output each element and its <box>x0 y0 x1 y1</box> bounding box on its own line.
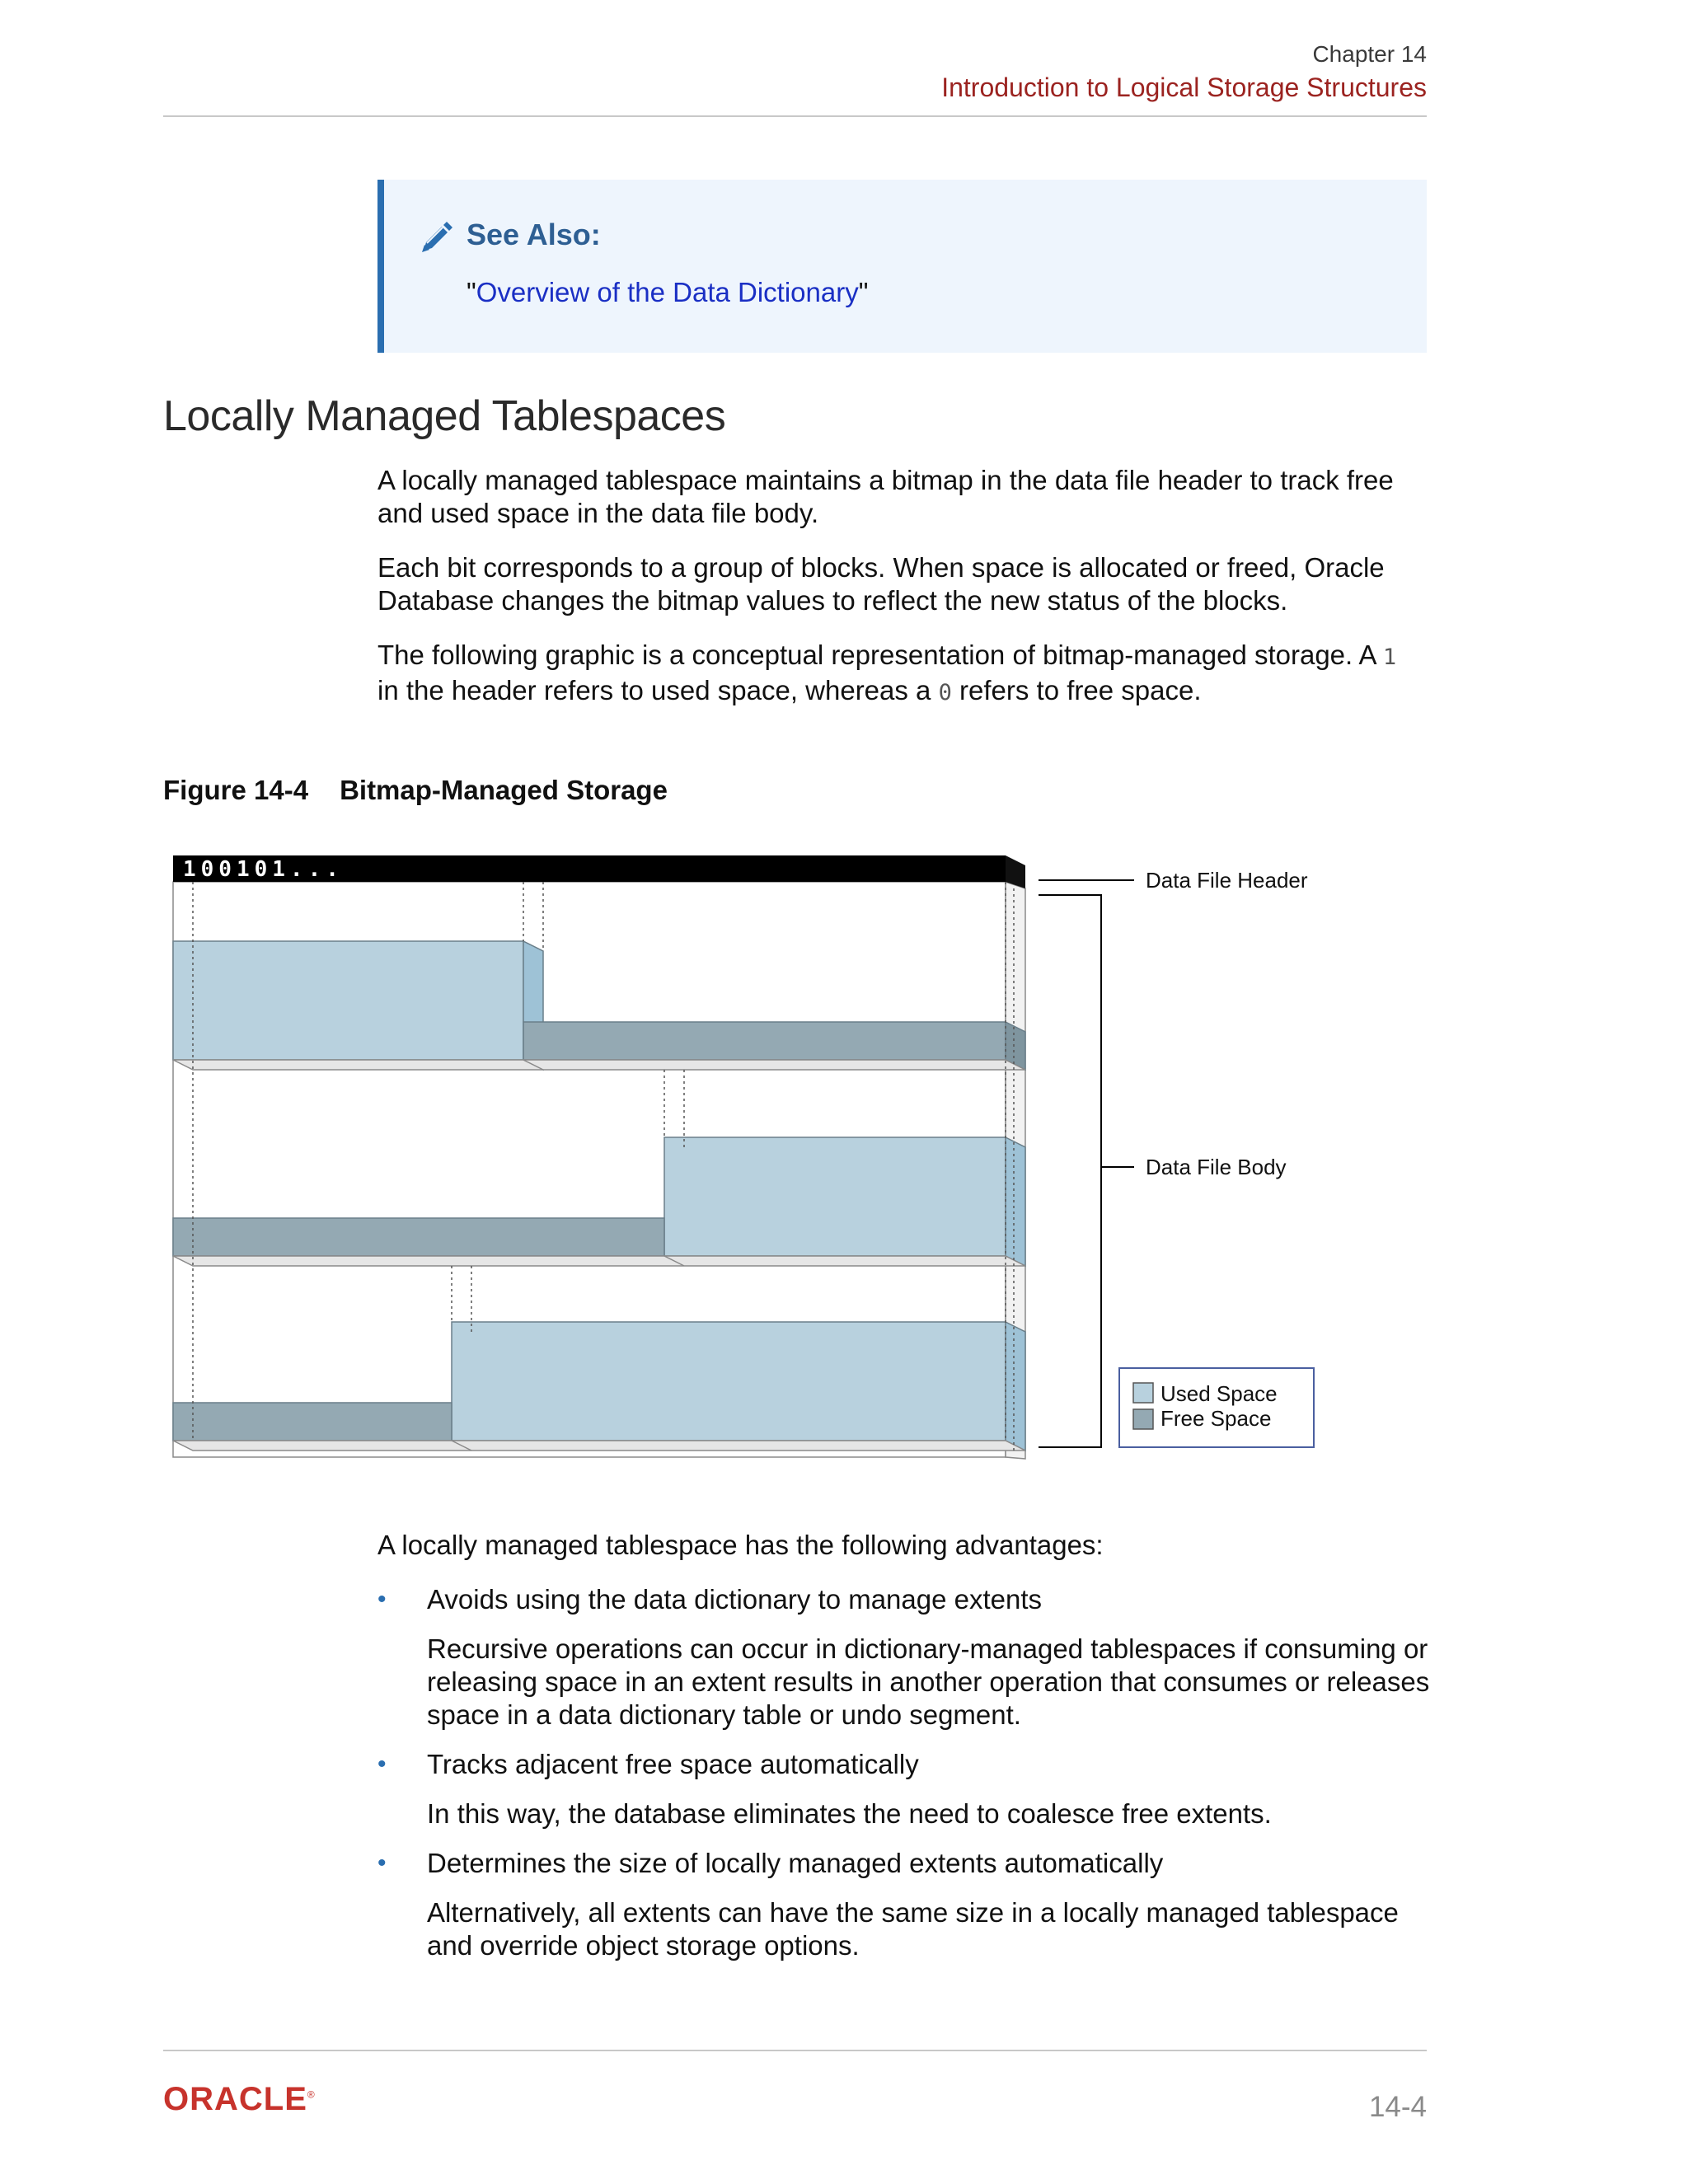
figure-caption <box>163 775 668 806</box>
free-extent <box>173 1218 664 1256</box>
list-item-detail: In this way, the database eliminates the need to coalesce free extents. <box>427 1798 1272 1829</box>
list-item-detail: Alternatively, all extents can have the same size in a locally managed tablespace and override object storage options. <box>427 1897 1399 1961</box>
note-body: "Overview of the Data Dictionary" <box>467 277 869 307</box>
header-callout-label: Data File Header <box>1146 868 1308 893</box>
section-heading: Locally Managed Tablespaces <box>163 392 726 440</box>
bullet-icon: • <box>377 1849 387 1877</box>
bitmap-storage-diagram <box>163 841 1334 1467</box>
footer-divider <box>163 2050 1427 2051</box>
free-extent <box>523 1022 1006 1060</box>
see-also-note <box>377 180 1427 353</box>
paragraph-2: Each bit corresponds to a group of blocks. When space is allocated or freed, Oracle Database changes the bitmap values to reflect the new status of the blocks. <box>377 552 1385 616</box>
data-dictionary-link[interactable]: Overview of the Data Dictionary <box>476 277 859 307</box>
code-one: 1 <box>1382 644 1397 670</box>
pencil-icon <box>417 218 457 257</box>
bitmap-text: 100101... <box>183 857 344 882</box>
chapter-label: Chapter 14 <box>1312 41 1427 67</box>
page-number: 14-4 <box>1368 2091 1427 2123</box>
figure-number: Figure 14-4 <box>163 775 309 805</box>
chapter-title: Introduction to Logical Storage Structures <box>941 73 1427 102</box>
list-item-detail: Recursive operations can occur in dictionary-managed tablespaces if consuming or releasing space in an extent results in another operation that consumes or releases space in a data dictionary table or undo segment. <box>427 1633 1430 1730</box>
legend-used-label: Used Space <box>1160 1381 1278 1406</box>
note-title: See Also: <box>467 218 601 251</box>
legend-free-label: Free Space <box>1160 1406 1272 1431</box>
bullet-icon: • <box>377 1750 387 1778</box>
advantages-intro: A locally managed tablespace has the following advantages: <box>377 1530 1104 1560</box>
legend-free-swatch <box>1133 1409 1153 1429</box>
code-zero: 0 <box>938 680 952 705</box>
legend-used-swatch <box>1133 1383 1153 1403</box>
paragraph-3: The following graphic is a conceptual representation of bitmap-managed storage. A 1 in the header refers to used space, whereas a 0 refers to free space. <box>377 640 1397 705</box>
figure-title: Bitmap-Managed Storage <box>340 775 668 805</box>
body-callout-label: Data File Body <box>1146 1155 1287 1179</box>
used-extent <box>173 941 523 1060</box>
used-extent <box>664 1137 1006 1256</box>
bullet-icon: • <box>377 1586 387 1613</box>
paragraph-1: A locally managed tablespace maintains a bitmap in the data file header to track free and used space in the data file body. <box>377 465 1394 528</box>
used-extent <box>452 1322 1006 1441</box>
free-extent <box>173 1403 452 1441</box>
oracle-logo: ORACLE® <box>163 2081 316 2117</box>
header-divider <box>163 115 1427 117</box>
